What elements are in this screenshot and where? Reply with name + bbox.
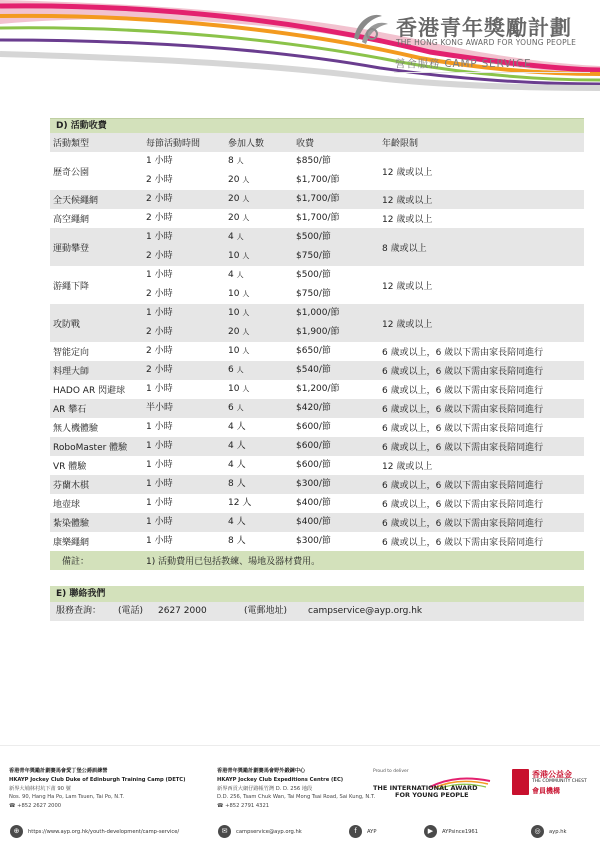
activity-duration	[143, 399, 225, 418]
participants-value	[228, 418, 293, 437]
participants-value	[228, 209, 293, 228]
activity-duration	[143, 380, 225, 399]
duration-value: 1 小時	[146, 517, 173, 527]
globe-icon: ⊕	[10, 825, 23, 838]
participants-number: 20	[228, 194, 240, 204]
activity-participants	[225, 418, 293, 437]
activity-duration	[143, 456, 225, 475]
participants-number: 10	[228, 251, 240, 261]
activity-duration	[143, 532, 225, 551]
activity-age-limit: 12 歲或以上	[382, 281, 433, 292]
fee-value: $850/節	[296, 156, 331, 166]
ec-name-cn: 香港青年獎勵計劃賽馬會野外鍛鍊中心	[217, 768, 306, 774]
activity-name: 料理大師	[50, 361, 143, 380]
table-row	[50, 380, 584, 399]
activity-duration	[143, 304, 225, 342]
youtube-icon[interactable]: ▶	[424, 825, 437, 838]
participants-unit: 人	[242, 252, 250, 260]
fee-value: $420/節	[296, 403, 331, 413]
participants-number: 8	[228, 156, 234, 166]
detc-address-block	[9, 767, 185, 811]
participants-value	[228, 266, 293, 285]
activity-name: 高空繩網	[53, 215, 90, 225]
activity-fee	[293, 266, 379, 304]
activity-age-limit: 6 歲或以上，6 歲以下需由家長陪同進行	[379, 513, 584, 532]
duration-value: 1 小時	[146, 498, 173, 508]
activity-duration	[143, 513, 225, 532]
duration-value: 1 小時	[146, 270, 173, 280]
detc-address-en: Nos. 90, Hang Ha Po, Lam Tsuen, Tai Po, N.T.	[9, 794, 124, 801]
duration-value: 1 小時	[146, 441, 173, 451]
activity-fee	[293, 532, 379, 551]
activity-fee	[293, 380, 379, 399]
phone-number[interactable]: 2627 2000	[158, 606, 207, 616]
activity-age-limit: 6 歲或以上，6 歲以下需由家長陪同進行	[379, 475, 584, 494]
community-chest-name-cn: 香港公益金	[532, 770, 572, 779]
table-row	[50, 361, 584, 380]
activity-name: 紮染體驗	[50, 513, 143, 532]
participants-value	[228, 456, 293, 475]
activity-fee	[293, 513, 379, 532]
activity-name: VR 體驗	[53, 462, 87, 472]
participants-value	[228, 152, 293, 171]
activity-age-limit: 6 歲或以上，6 歲以下需由家長陪同進行	[382, 500, 544, 510]
activity-duration	[143, 475, 225, 494]
activity-participants	[225, 399, 293, 418]
participants-value	[228, 437, 293, 456]
table-row	[50, 513, 584, 532]
duration-value: 半小時	[146, 403, 174, 413]
activity-participants	[225, 209, 293, 228]
activity-participants	[225, 456, 293, 475]
participants-number: 10	[228, 384, 240, 394]
activity-age-limit: 12 歲或以上	[382, 215, 433, 225]
activity-duration	[143, 152, 225, 190]
international-award-line1: THE INTERNATIONAL AWARD	[373, 784, 478, 792]
participants-value	[228, 494, 293, 513]
participants-number: 4 人	[228, 422, 246, 432]
activity-participants	[225, 152, 293, 190]
activity-participants	[225, 532, 293, 551]
activity-name: 全天候繩網	[50, 190, 143, 209]
fee-value: $400/節	[296, 517, 331, 527]
participants-number: 10	[228, 346, 240, 356]
participants-number: 20	[228, 175, 240, 185]
camp-service-title: 營舍服務 CAMP SERVICE	[395, 58, 532, 70]
participants-number: 4 人	[228, 517, 246, 527]
activity-duration	[143, 494, 225, 513]
activity-age-limit: 6 歲或以上，6 歲以下需由家長陪同進行	[379, 361, 584, 380]
fee-value: $300/節	[296, 479, 331, 489]
activity-duration	[143, 190, 225, 209]
phone-icon: ☎	[217, 803, 226, 810]
participants-value	[228, 475, 293, 494]
participants-unit: 人	[236, 233, 244, 241]
fee-value: $500/節	[296, 270, 331, 280]
activity-name: 智能定向	[53, 348, 90, 358]
activity-age-limit: 6 歲或以上，6 歲以下需由家長陪同進行	[379, 437, 584, 456]
activity-duration	[143, 361, 225, 380]
activity-fee	[293, 228, 379, 266]
activity-name: 芬蘭木棋	[50, 475, 143, 494]
detc-name-en: HKAYP Jockey Club Duke of Edinburgh Training Camp (DETC)	[9, 776, 186, 783]
duration-value: 1 小時	[146, 479, 173, 489]
note-text: 1) 活動費用已包括教練、場地及器材費用。	[143, 551, 584, 570]
activity-duration	[143, 418, 225, 437]
participants-number: 8 人	[228, 536, 246, 546]
activity-participants	[225, 190, 293, 209]
participants-unit: 人	[242, 176, 250, 184]
fee-value: $1,000/節	[296, 308, 340, 318]
activity-participants	[225, 513, 293, 532]
activity-participants	[225, 228, 293, 266]
participants-value	[228, 361, 293, 380]
fee-value: $540/節	[296, 365, 331, 375]
col-header-fee: 收費	[293, 133, 379, 152]
activity-age-limit: 12 歲或以上	[382, 462, 433, 472]
col-header-duration: 每節活動時間	[143, 133, 225, 152]
participants-unit: 人	[236, 366, 244, 374]
fee-value: $1,700/節	[296, 175, 340, 185]
table-row	[50, 209, 584, 228]
table-row	[50, 437, 584, 456]
activity-name: RoboMaster 體驗	[50, 437, 143, 456]
table-row	[50, 418, 584, 437]
activity-duration	[143, 228, 225, 266]
activity-name: 歷奇公園	[53, 167, 90, 178]
fee-value: $1,900/節	[296, 327, 340, 337]
fee-value: $600/節	[296, 460, 331, 470]
fees-note	[50, 551, 584, 570]
detc-name-cn: 香港青年獎勵計劃賽馬會愛丁堡公爵訓練營	[9, 768, 108, 774]
activity-age-limit: 12 歲或以上	[379, 304, 584, 342]
col-header-participants: 參加人數	[225, 133, 293, 152]
participants-value	[228, 532, 293, 551]
activity-fee	[293, 437, 379, 456]
activity-participants	[225, 304, 293, 342]
fees-section	[50, 118, 584, 570]
table-row	[50, 399, 584, 418]
activity-duration	[143, 266, 225, 304]
activity-fee	[293, 342, 379, 361]
fee-value: $600/節	[296, 422, 331, 432]
table-row	[50, 190, 584, 209]
participants-number: 6	[228, 365, 234, 375]
youtube-handle[interactable]: AYPsince1961	[442, 829, 479, 835]
contact-section	[50, 586, 584, 621]
page-footer	[0, 745, 600, 846]
community-chest-icon	[512, 769, 529, 795]
activity-fee	[293, 209, 379, 228]
activity-participants	[225, 475, 293, 494]
footer-links-bar	[0, 824, 600, 840]
activity-age-limit: 6 歲或以上，6 歲以下需由家長陪同進行	[382, 348, 544, 358]
duration-value: 1 小時	[146, 460, 173, 470]
activity-duration	[143, 209, 225, 228]
international-award-line2: FOR YOUNG PEOPLE	[395, 791, 469, 799]
participants-number: 20	[228, 213, 240, 223]
activity-name: 地壺球	[53, 500, 81, 510]
fees-table-header-row	[50, 133, 584, 152]
activity-age-limit: 6 歲或以上，6 歲以下需由家長陪同進行	[379, 399, 584, 418]
activity-fee	[293, 190, 379, 209]
international-award-logo	[373, 785, 478, 799]
duration-value: 2 小時	[146, 346, 173, 356]
duration-value: 1 小時	[146, 422, 173, 432]
fee-value: $650/節	[296, 346, 331, 356]
duration-value: 2 小時	[146, 175, 173, 185]
activity-fee	[293, 399, 379, 418]
participants-unit: 人	[242, 290, 250, 298]
email-icon: ✉	[218, 825, 231, 838]
ec-address-cn: 新界西貢大網仔路帳竹灣 D. D. 256 地段	[217, 785, 313, 792]
ec-address-en: D.D. 256, Tsam Chuk Wan, Tai Mong Tsai Road, Sai Kung, N.T.	[217, 794, 376, 801]
table-row	[50, 456, 584, 475]
header-divider	[394, 72, 590, 73]
participants-number: 4	[228, 232, 234, 242]
participants-value	[228, 285, 293, 304]
participants-number: 20	[228, 327, 240, 337]
activity-fee	[293, 456, 379, 475]
facebook-icon[interactable]: f	[349, 825, 362, 838]
brand-name-cn: 香港青年獎勵計劃	[396, 16, 572, 40]
participants-value	[228, 247, 293, 266]
fee-value: $600/節	[296, 441, 331, 451]
contact-row	[50, 602, 584, 621]
activity-name: 運動攀登	[50, 228, 143, 266]
detc-phone[interactable]: +852 2627 2000	[17, 803, 62, 810]
activity-participants	[225, 494, 293, 513]
activity-fee	[293, 152, 379, 190]
participants-value	[228, 342, 293, 361]
col-header-age: 年齡限制	[379, 133, 584, 152]
duration-value: 2 小時	[146, 289, 173, 299]
ec-name-en: HKAYP Jockey Club Expeditions Centre (EC)	[217, 776, 344, 783]
participants-number: 4 人	[228, 441, 246, 451]
instagram-icon[interactable]: ◎	[531, 825, 544, 838]
fee-value: $1,700/節	[296, 213, 340, 223]
duration-value: 1 小時	[146, 536, 173, 546]
activity-name: 康樂繩網	[53, 538, 90, 548]
phone-icon: ☎	[9, 803, 18, 810]
activity-fee	[293, 361, 379, 380]
participants-number: 8 人	[228, 479, 246, 489]
table-row	[50, 266, 584, 304]
duration-value: 1 小時	[146, 232, 173, 242]
contact-label: 服務查詢：	[56, 606, 102, 616]
duration-value: 2 小時	[146, 365, 173, 375]
participants-unit: 人	[236, 271, 244, 279]
instagram-handle[interactable]: ayp.hk	[549, 829, 567, 835]
activity-participants	[225, 342, 293, 361]
participants-value	[228, 380, 293, 399]
table-row	[50, 342, 584, 361]
ec-address-block	[217, 767, 375, 811]
fee-value: $1,200/節	[296, 384, 340, 394]
participants-value	[228, 399, 293, 418]
duration-value: 2 小時	[146, 251, 173, 261]
brand-name-en: THE HONG KONG AWARD FOR YOUNG PEOPLE	[396, 38, 577, 47]
activity-name: HADO AR 閃避球	[53, 386, 126, 396]
duration-value: 2 小時	[146, 213, 173, 223]
fee-value: $300/節	[296, 536, 331, 546]
note-label: 備註：	[50, 551, 143, 570]
table-row	[50, 475, 584, 494]
activity-age-limit: 8 歲或以上	[379, 228, 584, 266]
phone-label: (電話)	[118, 606, 144, 616]
participants-unit: 人	[242, 309, 250, 317]
participants-unit: 人	[242, 195, 250, 203]
participants-value	[228, 323, 293, 342]
participants-number: 4 人	[228, 460, 246, 470]
participants-number: 12 人	[228, 498, 252, 508]
activity-age-limit: 6 歲或以上，6 歲以下需由家長陪同進行	[382, 424, 544, 434]
participants-number: 10	[228, 289, 240, 299]
activity-participants	[225, 361, 293, 380]
duration-value: 2 小時	[146, 194, 173, 204]
participants-unit: 人	[236, 157, 244, 165]
email-address[interactable]: campservice@ayp.org.hk	[308, 606, 423, 616]
table-row	[50, 494, 584, 513]
community-chest-name-en: THE COMMUNITY CHEST	[532, 779, 587, 784]
activity-fee	[293, 304, 379, 342]
participants-value	[228, 190, 293, 209]
footer-email-link[interactable]: campservice@ayp.org.hk	[236, 829, 302, 835]
activity-duration	[143, 437, 225, 456]
website-link[interactable]: https://www.ayp.org.hk/youth-development/camp-service/	[28, 829, 180, 835]
email-label: (電郵地址)	[244, 606, 288, 616]
col-header-activity: 活動類型	[50, 133, 143, 152]
activity-age-limit: 12 歲或以上	[379, 190, 584, 209]
table-row	[50, 152, 584, 190]
participants-number: 10	[228, 308, 240, 318]
activity-age-limit: 6 歲或以上，6 歲以下需由家長陪同進行	[382, 538, 544, 548]
contact-heading: E) 聯絡我們	[50, 586, 584, 602]
fee-value: $400/節	[296, 498, 331, 508]
participants-unit: 人	[236, 404, 244, 412]
activity-fee	[293, 494, 379, 513]
duration-value: 1 小時	[146, 156, 173, 166]
participants-value	[228, 228, 293, 247]
activity-name: 游繩下降	[53, 281, 90, 292]
participants-unit: 人	[242, 385, 250, 393]
participants-number: 6	[228, 403, 234, 413]
facebook-handle[interactable]: AYP	[367, 829, 377, 835]
activity-fee	[293, 418, 379, 437]
participants-number: 4	[228, 270, 234, 280]
proud-to-deliver: Proud to deliver	[373, 769, 409, 774]
duration-value: 1 小時	[146, 308, 173, 318]
table-row	[50, 228, 584, 266]
activity-age-limit: 6 歲或以上，6 歲以下需由家長陪同進行	[382, 386, 544, 396]
activity-name: 無人機體驗	[53, 424, 99, 434]
ayp-logo-icon	[348, 8, 392, 50]
footer-divider	[0, 745, 600, 746]
participants-value	[228, 513, 293, 532]
member-agency-label: 會員機構	[532, 787, 560, 795]
activity-duration	[143, 342, 225, 361]
fee-value: $750/節	[296, 251, 331, 261]
table-row	[50, 532, 584, 551]
ec-phone[interactable]: +852 2791 4321	[225, 803, 270, 810]
participants-unit: 人	[242, 214, 250, 222]
table-row	[50, 304, 584, 342]
fee-value: $750/節	[296, 289, 331, 299]
fees-table	[50, 133, 584, 551]
participants-value	[228, 171, 293, 190]
activity-fee	[293, 475, 379, 494]
fee-value: $500/節	[296, 232, 331, 242]
participants-unit: 人	[242, 347, 250, 355]
duration-value: 1 小時	[146, 384, 173, 394]
duration-value: 2 小時	[146, 327, 173, 337]
page-header	[0, 0, 600, 100]
activity-name: AR 攀石	[50, 399, 143, 418]
activity-participants	[225, 266, 293, 304]
participants-value	[228, 304, 293, 323]
activity-name: 攻防戰	[50, 304, 143, 342]
fees-heading: D) 活動收費	[50, 118, 584, 133]
activity-participants	[225, 380, 293, 399]
activity-participants	[225, 437, 293, 456]
participants-unit: 人	[242, 328, 250, 336]
fee-value: $1,700/節	[296, 194, 340, 204]
detc-address-cn: 新界大埔林村坑下莆 90 號	[9, 785, 71, 792]
activity-age-limit: 12 歲或以上	[382, 167, 433, 178]
